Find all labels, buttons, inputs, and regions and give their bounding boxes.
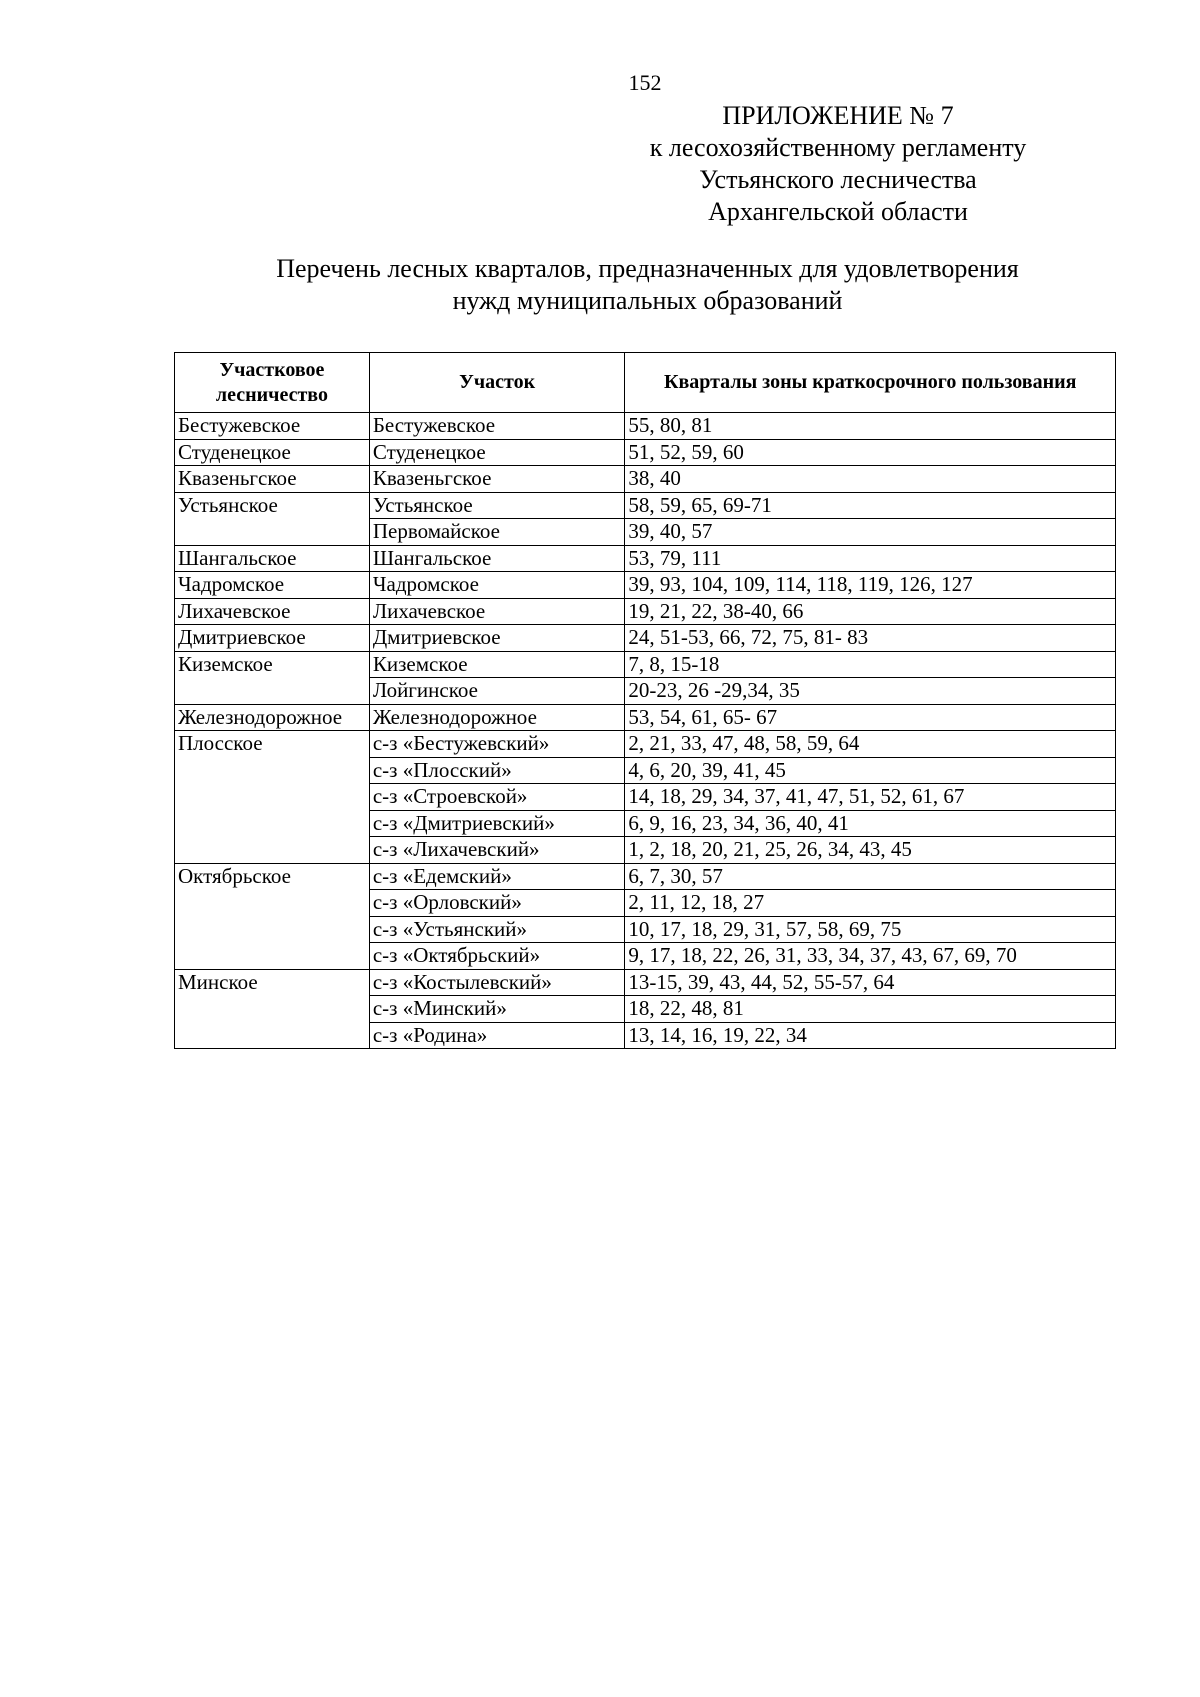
cell-site: Чадромское <box>369 572 625 599</box>
table-row <box>175 413 1116 440</box>
cell-quarters: 20-23, 26 -29,34, 35 <box>625 678 1116 705</box>
document-title-line-2: нужд муниципальных образований <box>452 286 843 315</box>
table-row <box>175 969 1116 996</box>
table-row <box>175 625 1116 652</box>
cell-site: Лихачевское <box>369 598 625 625</box>
cell-quarters: 19, 21, 22, 38-40, 66 <box>625 598 1116 625</box>
document-title <box>160 253 1135 317</box>
header-quarters: Кварталы зоны краткосрочного пользования <box>625 353 1116 413</box>
cell-quarters: 38, 40 <box>625 466 1116 493</box>
cell-quarters: 39, 40, 57 <box>625 519 1116 546</box>
cell-forestry: Студенецкое <box>175 439 370 466</box>
cell-forestry: Устьянское <box>175 492 370 545</box>
cell-site: с-з «Минский» <box>369 996 625 1023</box>
cell-site: Устьянское <box>369 492 625 519</box>
appendix-header <box>558 100 1118 228</box>
appendix-title: ПРИЛОЖЕНИЕ № 7 <box>722 101 954 130</box>
header-forestry <box>175 353 370 413</box>
cell-forestry: Лихачевское <box>175 598 370 625</box>
appendix-subtitle-2: Устьянского лесничества <box>699 165 977 194</box>
cell-site: Шангальское <box>369 545 625 572</box>
cell-forestry: Октябрьское <box>175 863 370 969</box>
cell-site: с-з «Октябрьский» <box>369 943 625 970</box>
table-row <box>175 492 1116 519</box>
cell-quarters: 13-15, 39, 43, 44, 52, 55-57, 64 <box>625 969 1116 996</box>
cell-site: с-з «Орловский» <box>369 890 625 917</box>
header-forestry-line-1: Участковое <box>219 358 325 381</box>
cell-quarters: 51, 52, 59, 60 <box>625 439 1116 466</box>
cell-quarters: 55, 80, 81 <box>625 413 1116 440</box>
cell-site: Дмитриевское <box>369 625 625 652</box>
header-site: Участок <box>369 353 625 413</box>
table-header-row <box>175 353 1116 413</box>
cell-site: Квазеньгское <box>369 466 625 493</box>
cell-site: Студенецкое <box>369 439 625 466</box>
cell-quarters: 39, 93, 104, 109, 114, 118, 119, 126, 127 <box>625 572 1116 599</box>
cell-forestry: Чадромское <box>175 572 370 599</box>
cell-site: Лойгинское <box>369 678 625 705</box>
cell-forestry: Дмитриевское <box>175 625 370 652</box>
cell-quarters: 58, 59, 65, 69-71 <box>625 492 1116 519</box>
cell-quarters: 9, 17, 18, 22, 26, 31, 33, 34, 37, 43, 67, 69, 70 <box>625 943 1116 970</box>
cell-forestry: Минское <box>175 969 370 1049</box>
cell-site: с-з «Едемский» <box>369 863 625 890</box>
cell-quarters: 1, 2, 18, 20, 21, 25, 26, 34, 43, 45 <box>625 837 1116 864</box>
cell-quarters: 13, 14, 16, 19, 22, 34 <box>625 1022 1116 1049</box>
table-row <box>175 731 1116 758</box>
cell-quarters: 2, 21, 33, 47, 48, 58, 59, 64 <box>625 731 1116 758</box>
header-forestry-line-2: лесничество <box>215 383 328 406</box>
table-body <box>175 413 1116 1049</box>
cell-forestry: Шангальское <box>175 545 370 572</box>
cell-quarters: 4, 6, 20, 39, 41, 45 <box>625 757 1116 784</box>
cell-forestry: Плосское <box>175 731 370 864</box>
cell-site: с-з «Костылевский» <box>369 969 625 996</box>
table-row <box>175 466 1116 493</box>
cell-quarters: 6, 7, 30, 57 <box>625 863 1116 890</box>
appendix-subtitle-3: Архангельской области <box>708 197 968 226</box>
cell-site: с-з «Бестужевский» <box>369 731 625 758</box>
cell-site: с-з «Дмитриевский» <box>369 810 625 837</box>
cell-site: с-з «Строевской» <box>369 784 625 811</box>
cell-quarters: 2, 11, 12, 18, 27 <box>625 890 1116 917</box>
cell-site: с-з «Родина» <box>369 1022 625 1049</box>
quarters-table <box>174 352 1116 1049</box>
cell-site: Первомайское <box>369 519 625 546</box>
cell-site: Киземское <box>369 651 625 678</box>
cell-site: Железнодорожное <box>369 704 625 731</box>
table-row <box>175 704 1116 731</box>
table-row <box>175 572 1116 599</box>
cell-quarters: 53, 79, 111 <box>625 545 1116 572</box>
cell-quarters: 7, 8, 15-18 <box>625 651 1116 678</box>
cell-forestry: Киземское <box>175 651 370 704</box>
cell-quarters: 6, 9, 16, 23, 34, 36, 40, 41 <box>625 810 1116 837</box>
cell-quarters: 10, 17, 18, 29, 31, 57, 58, 69, 75 <box>625 916 1116 943</box>
appendix-subtitle-1: к лесохозяйственному регламенту <box>649 133 1027 162</box>
cell-site: с-з «Плосский» <box>369 757 625 784</box>
cell-forestry: Квазеньгское <box>175 466 370 493</box>
table-row <box>175 598 1116 625</box>
cell-quarters: 24, 51-53, 66, 72, 75, 81- 83 <box>625 625 1116 652</box>
cell-forestry: Железнодорожное <box>175 704 370 731</box>
table-row <box>175 439 1116 466</box>
cell-forestry: Бестужевское <box>175 413 370 440</box>
page-number: 152 <box>628 70 662 95</box>
table-row <box>175 651 1116 678</box>
cell-quarters: 18, 22, 48, 81 <box>625 996 1116 1023</box>
cell-quarters: 14, 18, 29, 34, 37, 41, 47, 51, 52, 61, 67 <box>625 784 1116 811</box>
table-row <box>175 863 1116 890</box>
table-row <box>175 545 1116 572</box>
cell-quarters: 53, 54, 61, 65- 67 <box>625 704 1116 731</box>
cell-site: с-з «Устьянский» <box>369 916 625 943</box>
cell-site: с-з «Лихачевский» <box>369 837 625 864</box>
document-title-line-1: Перечень лесных кварталов, предназначенных для удовлетворения <box>276 254 1019 283</box>
cell-site: Бестужевское <box>369 413 625 440</box>
